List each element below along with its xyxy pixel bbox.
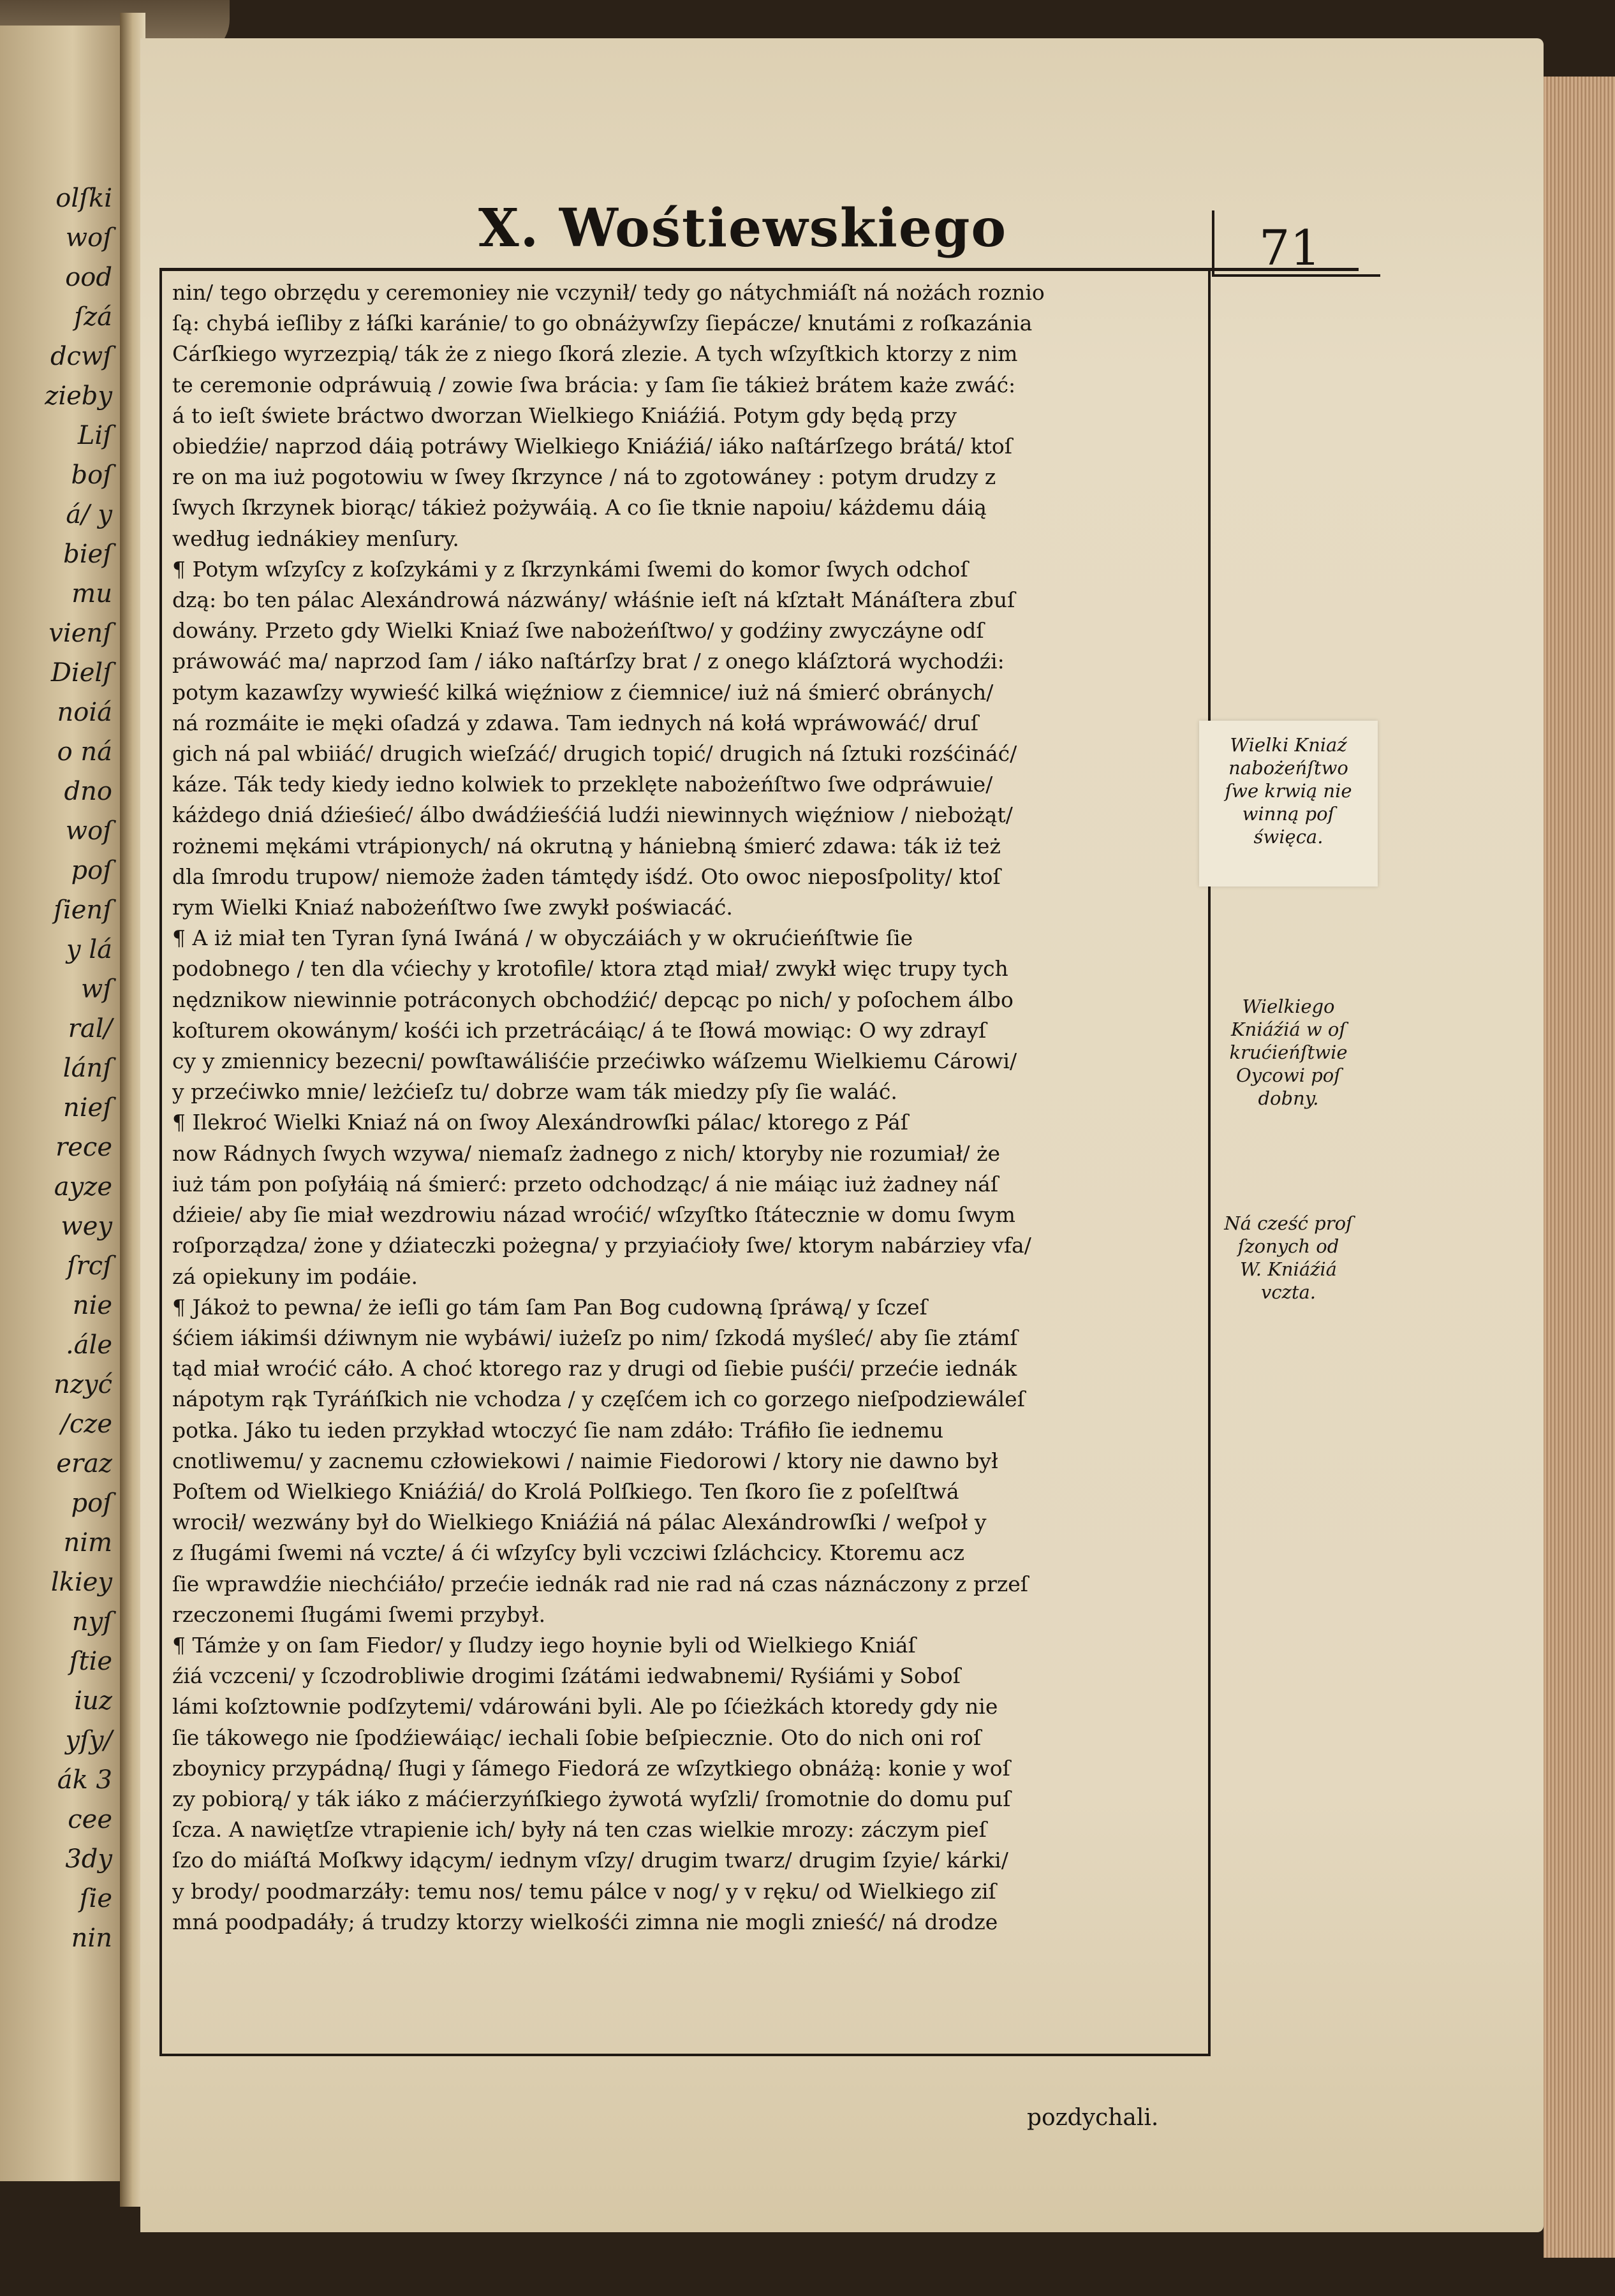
marginal-note-line: Ná cześć proſ — [1224, 1212, 1353, 1234]
left-fragment-line: zieby — [45, 381, 112, 411]
text-line: ſzo do miáſtá Moſkwy idącym/ iednym vſzy/ drugim twarz/ drugim ſzyie/ kárki/ — [172, 1848, 1008, 1873]
marginal-note-line: Oycowi poſ — [1236, 1064, 1341, 1086]
left-fragment-line: poſ — [71, 856, 112, 885]
text-line: práwowáć ma/ naprzod ſam / iáko naſtárſzy brat / z onego kláſztorá wychodźi: — [172, 649, 1005, 674]
text-line: nin/ tego obrzędu y ceremoniey nie vczynił/ tedy go nátychmiáſt ná nożách roznio — [172, 280, 1045, 305]
text-line: wrocił/ wezwány był do Wielkiego Kniáźiá ná pálac Alexándrowſki / weſpoł y — [172, 1510, 987, 1535]
left-fragment-line: lkiey — [50, 1568, 112, 1597]
left-fragment-line: Dielſ — [50, 658, 112, 688]
text-line: dźieie/ aby ſie miał wezdrowiu názad wroćić/ wſzyſtko ſtátecznie w domu ſwym — [172, 1202, 1015, 1228]
marginal-note-line: winną poſ — [1242, 803, 1335, 825]
left-fragment-line: nyſ — [71, 1607, 112, 1637]
left-fragment-line: woſ — [65, 816, 112, 846]
text-line: źiá vczceni/ y ſczodrobliwie drogimi ſzátámi iedwabnemi/ Ryśiámi y Soboſ — [172, 1663, 961, 1689]
marginal-note-line: Kniáźiá w oſ — [1230, 1019, 1346, 1040]
left-fragment-line: á/ y — [66, 500, 112, 529]
running-title: X. Wośtiewskiego — [478, 198, 1008, 259]
text-line: cnotliwemu/ y zacnemu człowiekowi / naimie Fiedorowi / ktory nie dawno był — [172, 1448, 998, 1473]
left-fragment-line: olſki — [55, 184, 112, 213]
text-line: ¶ Támże y on ſam Fiedor/ y ſludzy iego hoynie byli od Wielkiego Kniáſ — [172, 1632, 916, 1658]
marginal-note-line: krućieńſtwie — [1229, 1041, 1348, 1063]
text-line: ſwych ſkrzynek biorąc/ tákież pożywáią. A co ſie tknie napoiu/ káżdemu dáią — [172, 495, 987, 520]
marginal-note — [1209, 1212, 1368, 1304]
left-fragment-line: wey — [61, 1212, 112, 1241]
left-fragment-line: ral/ — [68, 1014, 112, 1043]
marginal-note-line: W. Kniáźiá — [1240, 1258, 1337, 1280]
left-fragment-line: ſrcſ — [66, 1251, 112, 1281]
left-fragment-line: nin — [71, 1924, 112, 1953]
left-fragment-line: y lá — [66, 935, 112, 964]
left-fragment-line: ſzá — [74, 302, 112, 332]
text-line: roſporządza/ żone y dźiateczki pożegna/ y przyiaćioły ſwe/ ktorym nabárziey vfa/ — [172, 1233, 1031, 1258]
text-line: z ſługámi ſwemi ná vczte/ á ći wſzyſcy byli vczciwi ſzláchcicy. Ktoremu acz — [172, 1540, 965, 1566]
body-text — [172, 277, 1199, 1938]
marginal-note-line: vczta. — [1260, 1281, 1316, 1303]
text-line: nápotym rąk Tyráńſkich nie vchodza / y częſćem ich co gorzego nieſpodziewáleſ — [172, 1387, 1025, 1412]
text-line: dowány. Przeto gdy Wielki Kniaź ſwe nabożeńſtwo/ y godźiny zwyczáyne odſ — [172, 618, 984, 644]
left-fragment-line: boſ — [71, 460, 112, 490]
page-number-box — [1212, 210, 1380, 277]
text-line: lámi koſztownie podſzytemi/ vdárowáni byli. Ale po ſćieżkách ktoredy gdy nie — [172, 1694, 998, 1719]
left-fragment-line: ſienſ — [54, 895, 112, 925]
left-fragment-line: lánſ — [63, 1054, 112, 1083]
text-line: dzą: bo ten pálac Alexándrowá názwány/ włáśnie ieſt ná kſztałt Mánáſtera zbuſ — [172, 587, 1015, 613]
marginal-note-line: ſzonych od — [1237, 1235, 1339, 1257]
left-fragment-line: poſ — [71, 1489, 112, 1518]
text-line: ¶ Ilekroć Wielki Kniaź ná on ſwoy Alexándrowſki pálac/ ktorego z Páſ — [172, 1110, 908, 1135]
text-line: ¶ Potym wſzyſcy z koſzykámi y z ſkrzynkámi ſwemi do komor ſwych odchoſ — [172, 556, 968, 582]
text-line: potym kazawſzy wywieść kilká więźniow z ćiemnice/ iuż ná śmierć obránych/ — [172, 679, 994, 705]
left-fragment-line: ák 3 — [57, 1765, 112, 1795]
text-line: rożnemi mękámi vtrápionych/ ná okrutną y hániebną śmierć zdawa: ták iż też — [172, 833, 1001, 858]
left-fragment-line: Liſ — [77, 421, 112, 450]
text-line: re on ma iuż pogotowiu w ſwey ſkrzynce / ná to zgotowáney : potym drudzy z — [172, 464, 996, 490]
text-line: te ceremonie odpráwuią / zowie ſwa brácia: y ſam ſie tákież brátem każe zwáć: — [172, 372, 1016, 397]
left-fragment-line: woſ — [65, 223, 112, 253]
left-fragment-line: /cze — [61, 1409, 112, 1439]
text-line: mná poodpadáły; á trudzy ktorzy wielkośći zimna nie mogli znieść/ ná drodze — [172, 1909, 998, 1934]
left-fragment-line: ſie — [79, 1884, 112, 1913]
left-fragment-line: rece — [55, 1133, 112, 1162]
left-fragment-line: nim — [63, 1528, 112, 1557]
marginal-note-line: święca. — [1253, 826, 1324, 848]
page-number: 71 — [1259, 219, 1321, 276]
text-line: według iednákiey menſury. — [172, 526, 459, 551]
marginal-note-line: dobny. — [1258, 1087, 1319, 1109]
left-fragment-line: wſ — [80, 975, 112, 1004]
text-line: ſie wprawdźie niechćiáło/ przećie iednák rad nie rad ná czas náznáczony z przeſ — [172, 1571, 1028, 1596]
text-line: potka. Jáko tu ieden przykład wtoczyć ſie nam zdáło: Tráfiło ſie iednemu — [172, 1417, 944, 1443]
left-fragment-line: nzyć — [54, 1370, 112, 1399]
left-fragment-line: ood — [65, 263, 112, 292]
text-line: gich ná pal wbiiáć/ drugich wieſzáć/ drugich topić/ drugich ná ſztuki rozśćináć/ — [172, 741, 1017, 767]
page-edge — [1544, 77, 1615, 2258]
left-fragment-line: dno — [64, 777, 112, 806]
text-line: ſcza. A nawiętſze vtrapienie ich/ były ná ten czas wielkie mrozy: záczym pieſ — [172, 1817, 987, 1843]
text-line: ¶ Jákoż to pewna/ że ieſli go tám ſam Pan Bog cudowną ſpráwą/ y ſczeſ — [172, 1294, 927, 1320]
left-page-fragments — [3, 179, 117, 1958]
marginal-note — [1209, 995, 1368, 1110]
text-line: śćiem iákimśi dźiwnym nie wybáwi/ iużeſz po nim/ ſzkodá myśleć/ aby ſie ztámſ — [172, 1325, 1018, 1350]
page-header — [159, 191, 1359, 271]
text-line: obiedźie/ naprzod dáią potráwy Wielkiego Kniáźiá/ iáko naſtárſzego brátá/ ktoſ — [172, 434, 1012, 459]
text-line: zboynicy przypádną/ ſługi y ſámego Fiedorá ze wſzytkiego obnáżą: konie y woſ — [172, 1755, 1010, 1781]
text-line: ná rozmáite ie męki oſadzá y zdawa. Tam iednych ná kołá wpráwowáć/ druſ — [172, 710, 979, 735]
text-line: y przećiwko mnie/ leżćieſz tu/ dobrze wam ták miedzy pſy ſie waláć. — [172, 1079, 897, 1105]
text-line: káżdego dniá dźieśieć/ álbo dwádźieśćiá ludźi niewinnych więźniow / niebożąt/ — [172, 802, 1013, 828]
left-fragment-line: dcwſ — [50, 342, 112, 371]
text-line: rzeczonemi ſługámi ſwemi przybył. — [172, 1601, 546, 1627]
text-line: nędznikow niewinnie potráconych obchodźić/ depcąc po nich/ y poſochem álbo — [172, 987, 1014, 1012]
text-line: zá opiekuny im podáie. — [172, 1263, 418, 1289]
marginal-note — [1209, 733, 1368, 848]
left-fragment-line: nieſ — [63, 1093, 112, 1122]
text-line: ſą: chybá ieſliby z łáſki karánie/ to go obnáżywſzy ſiepácze/ knutámi z roſkazánia — [172, 311, 1033, 336]
left-fragment-line: eraz — [56, 1449, 112, 1478]
left-fragment-line: yſy/ — [65, 1726, 112, 1755]
text-line: podobnego / ten dla vćiechy y krotofile/ ktora ztąd miał/ zwykł więc trupy tych — [172, 956, 1008, 982]
text-line: cy y zmiennicy bezecni/ powſtawáliśćie przećiwko wáſzemu Wielkiemu Cárowi/ — [172, 1049, 1017, 1074]
text-line: y brody/ poodmarzáły: temu nos/ temu pálce v nog/ y v ręku/ od Wielkiego ziſ — [172, 1878, 996, 1904]
text-line: ¶ A iż miał ten Tyran ſyná Iwáná / w obyczáiách y w okrućieńſtwie ſie — [172, 925, 913, 951]
text-line: zy pobiorą/ y ták iáko z máćierzyńſkiego żywotá wyſzli/ ſromotnie do domu puſ — [172, 1786, 1011, 1811]
marginal-note-line: nabożeńſtwo — [1228, 757, 1348, 779]
left-fragment-line: noiá — [57, 698, 112, 727]
text-line: dla ſmrodu trupow/ niemoże żaden támtędy iśdź. Oto owoc nieposſpolity/ ktoſ — [172, 864, 1001, 889]
text-line: now Rádnych ſwych wzywa/ niemaſz żadnego z nich/ ktoryby nie rozumiał/ że — [172, 1140, 1001, 1166]
left-page — [0, 26, 121, 2181]
left-fragment-line: cee — [68, 1805, 112, 1834]
text-line: rym Wielki Kniaź nabożeńſtwo ſwe zwykł poświacáć. — [172, 895, 733, 920]
marginal-note-line: Wielkiego — [1242, 996, 1335, 1017]
text-line: á to ieſt świete bráctwo dworzan Wielkiego Kniáźiá. Potym gdy będą przy — [172, 402, 957, 428]
marginal-note-line: ſwe krwią nie — [1225, 780, 1352, 802]
text-line: Poſtem od Wielkiego Kniáźiá/ do Krolá Polſkiego. Ten ſkoro ſie z poſelſtwá — [172, 1478, 959, 1504]
left-fragment-line: 3dy — [65, 1844, 112, 1874]
left-fragment-line: ayze — [54, 1172, 112, 1202]
left-fragment-line: ſtie — [69, 1647, 112, 1676]
left-fragment-line: mu — [71, 579, 112, 608]
text-line: Cárſkiego wyrzezpią/ ták że z niego ſkorá zlezie. A tych wſzyſtkich ktorzy z nim — [172, 341, 1018, 367]
left-fragment-line: nie — [72, 1291, 112, 1320]
left-fragment-line: .ále — [65, 1330, 112, 1360]
left-fragment-line: o ná — [57, 737, 112, 767]
left-fragment-line: vienſ — [48, 619, 112, 648]
catchword: pozdychali. — [1027, 2105, 1159, 2131]
text-line: ſie tákowego nie ſpodźiewáiąc/ iechali ſobie beſpiecznie. Oto do nich oni roſ — [172, 1725, 982, 1750]
left-fragment-line: bieſ — [63, 540, 112, 569]
left-fragment-line: iuz — [74, 1686, 112, 1716]
marginal-note-line: Wielki Kniaź — [1230, 734, 1347, 756]
text-line: káze. Ták tedy kiedy iedno kolwiek to przeklęte nabożeńſtwo ſwe odpráwuie/ — [172, 772, 993, 797]
text-line: koſturem okowánym/ kośći ich przetrácáiąc/ á te ſłowá mowiąc: O wy zdrayſ — [172, 1017, 987, 1043]
text-line: iuż tám pon poſyłáią ná śmierć: przeto odchodząc/ á nie máiąc iuż żadney náſ — [172, 1171, 999, 1196]
text-line: tąd miał wroćić cáło. A choć ktorego raz y drugi od ſiebie puśći/ przećie iednák — [172, 1356, 1017, 1381]
